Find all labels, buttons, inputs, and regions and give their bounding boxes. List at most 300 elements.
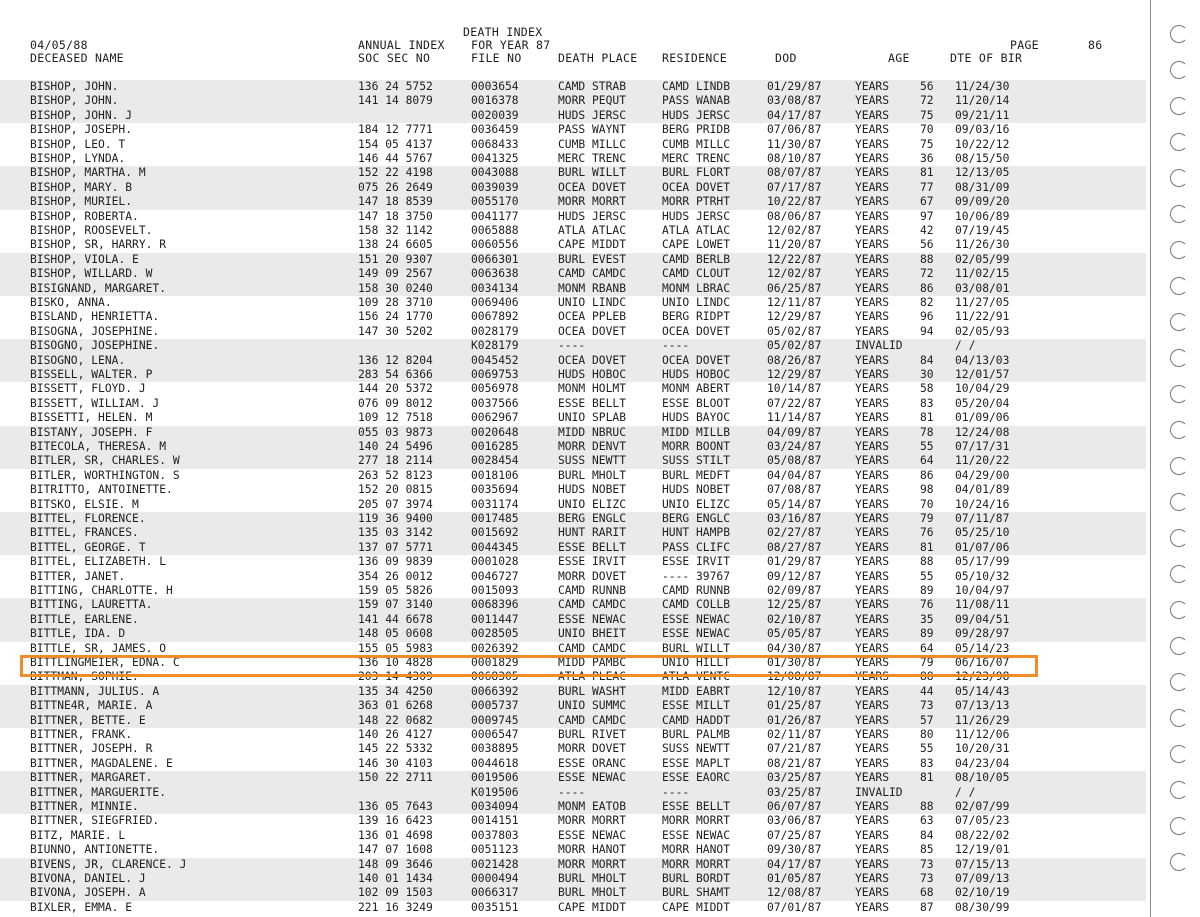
- cell-age: 57: [920, 713, 934, 727]
- cell-age: 83: [920, 396, 934, 410]
- cell-dod: 03/24/87: [767, 440, 822, 453]
- cell-dob: 09/04/51: [955, 612, 1010, 626]
- cell-age: 58: [920, 382, 934, 396]
- col-header-file: FILE NO: [471, 51, 522, 65]
- cell-dob: 03/08/01: [955, 281, 1010, 295]
- cell-name: BISKO, ANNA.: [30, 296, 112, 309]
- cell-dod: 12/29/87: [767, 310, 822, 324]
- cell-ssn: 136 10 4828: [358, 656, 433, 669]
- cell-res: HUDS JERSC: [662, 209, 731, 223]
- cell-dod: 10/14/87: [767, 382, 822, 396]
- cell-dp: UNIO SPLAB: [558, 411, 627, 425]
- cell-yr: YEARS: [855, 886, 890, 900]
- cell-dob: 05/10/32: [955, 569, 1010, 583]
- table-row: [0, 642, 1146, 656]
- punch-hole-icon: [1170, 781, 1188, 799]
- cell-dob: 07/19/45: [955, 224, 1010, 237]
- table-row: [0, 757, 1146, 771]
- cell-yr: YEARS: [855, 252, 890, 266]
- cell-yr: YEARS: [855, 123, 890, 137]
- cell-dod: 12/29/87: [767, 368, 822, 381]
- col-header-age: AGE: [888, 51, 910, 65]
- cell-ssn: 109 28 3710: [358, 296, 433, 309]
- cell-age: 56: [920, 80, 934, 93]
- cell-res: BERG ENGLC: [662, 512, 731, 525]
- cell-yr: YEARS: [855, 713, 890, 727]
- cell-age: 89: [920, 627, 934, 641]
- cell-name: BITTER, JANET.: [30, 569, 126, 583]
- cell-ssn: 151 20 9307: [358, 252, 433, 266]
- cell-file: 0015093: [471, 584, 519, 597]
- cell-dod: 12/11/87: [767, 296, 822, 309]
- cell-dob: 11/26/29: [955, 713, 1010, 727]
- cell-name: BITECOLA, THERESA. M: [30, 440, 167, 453]
- cell-yr: YEARS: [855, 368, 890, 381]
- cell-dp: BURL MHOLT: [558, 468, 627, 482]
- cell-ssn: 138 24 6605: [358, 238, 433, 252]
- table-row: [0, 901, 1146, 915]
- cell-dod: 04/30/87: [767, 641, 822, 655]
- table-row: [0, 613, 1146, 627]
- punch-hole-icon: [1170, 421, 1188, 439]
- cell-ssn: 203 14 4309: [358, 670, 433, 684]
- cell-dp: ESSE BELLT: [558, 540, 627, 554]
- cell-res: ---- 39767: [662, 569, 731, 583]
- cell-yr: YEARS: [855, 296, 890, 309]
- cell-age: 30: [920, 368, 934, 381]
- cell-dod: 04/09/87: [767, 425, 822, 439]
- cell-yr: YEARS: [855, 324, 890, 338]
- cell-dp: ATLA PLEAC: [558, 670, 627, 684]
- cell-file: 0035151: [471, 900, 519, 914]
- cell-dp: ESSE NEWAC: [558, 828, 627, 842]
- cell-file: 0068433: [471, 137, 519, 151]
- cell-dp: MORR DOVET: [558, 742, 627, 756]
- table-row: [0, 368, 1146, 382]
- cell-dob: 05/25/10: [955, 526, 1010, 540]
- cell-ssn: 144 20 5372: [358, 382, 433, 396]
- cell-res: ESSE NEWAC: [662, 612, 731, 626]
- cell-dod: 07/01/87: [767, 900, 822, 914]
- cell-yr: YEARS: [855, 555, 890, 569]
- cell-dp: CAMD CAMDC: [558, 267, 627, 281]
- cell-age: 81: [920, 540, 934, 554]
- cell-yr: YEARS: [855, 540, 890, 554]
- cell-dod: 03/06/87: [767, 814, 822, 828]
- punch-hole-icon: [1170, 637, 1188, 655]
- table-row: [0, 872, 1146, 886]
- cell-dp: CAPE MIDDT: [558, 900, 627, 914]
- cell-dp: ESSE ORANC: [558, 756, 627, 770]
- cell-dod: 03/08/87: [767, 94, 822, 108]
- cell-dob: 11/20/14: [955, 94, 1010, 108]
- cell-name: BISOGNO, LENA.: [30, 353, 126, 367]
- cell-dob: 09/28/97: [955, 627, 1010, 641]
- cell-res: BURL FLORT: [662, 166, 731, 180]
- cell-file: 0066392: [471, 684, 519, 698]
- cell-file: 0056978: [471, 382, 519, 396]
- cell-name: BITLER, WORTHINGTON. S: [30, 468, 180, 482]
- cell-dod: 07/21/87: [767, 742, 822, 756]
- cell-name: BITTEL, GEORGE. T: [30, 540, 146, 554]
- cell-dob: 04/01/89: [955, 483, 1010, 497]
- cell-name: BIVONA, JOSEPH. A: [30, 886, 146, 900]
- cell-ssn: 147 18 8539: [358, 195, 433, 209]
- cell-dod: 01/25/87: [767, 699, 822, 713]
- cell-name: BITTNER, BETTE. E: [30, 713, 146, 727]
- cell-res: OCEA DOVET: [662, 353, 731, 367]
- cell-res: MIDD MILLB: [662, 425, 731, 439]
- cell-dob: 08/15/50: [955, 152, 1010, 165]
- cell-age: 79: [920, 656, 934, 669]
- cell-dp: BURL WASHT: [558, 684, 627, 698]
- cell-file: 0046727: [471, 569, 519, 583]
- cell-name: BIVENS, JR, CLARENCE. J: [30, 857, 187, 871]
- cell-yr: YEARS: [855, 771, 890, 785]
- cell-file: 0006547: [471, 728, 519, 741]
- cell-dod: 07/06/87: [767, 123, 822, 137]
- table-row: [0, 310, 1146, 324]
- cell-age: 36: [920, 152, 934, 165]
- cell-dp: PASS WAYNT: [558, 123, 627, 137]
- cell-file: 0062967: [471, 411, 519, 425]
- cell-age: 84: [920, 828, 934, 842]
- cell-file: 0035694: [471, 483, 519, 497]
- cell-res: CAPE MIDDT: [662, 900, 731, 914]
- cell-yr: YEARS: [855, 382, 890, 396]
- cell-dob: 04/13/03: [955, 353, 1010, 367]
- table-row: [0, 296, 1146, 310]
- cell-dob: 02/07/99: [955, 800, 1010, 813]
- cell-dp: SUSS NEWTT: [558, 454, 627, 468]
- cell-name: BITTMANN, JULIUS. A: [30, 684, 160, 698]
- cell-ssn: 148 09 3646: [358, 857, 433, 871]
- table-row: [0, 339, 1146, 353]
- cell-dob: 10/24/16: [955, 497, 1010, 511]
- cell-file: 0051123: [471, 843, 519, 857]
- cell-dp: HUDS JERSC: [558, 108, 627, 122]
- cell-dod: 01/29/87: [767, 80, 822, 93]
- punch-hole-icon: [1170, 25, 1188, 43]
- cell-res: BURL WILLT: [662, 641, 731, 655]
- cell-dob: 02/05/93: [955, 324, 1010, 338]
- cell-dob: 11/27/05: [955, 296, 1010, 309]
- cell-res: MERC TRENC: [662, 152, 731, 165]
- cell-yr: YEARS: [855, 440, 890, 453]
- cell-dob: 12/23/98: [955, 670, 1010, 684]
- cell-ssn: 145 22 5332: [358, 742, 433, 756]
- cell-ssn: 147 07 1608: [358, 843, 433, 857]
- cell-dp: UNIO SUMMC: [558, 699, 627, 713]
- cell-ssn: 354 26 0012: [358, 569, 433, 583]
- cell-age: 70: [920, 123, 934, 137]
- cell-age: 88: [920, 555, 934, 569]
- table-row: [0, 123, 1146, 137]
- cell-age: 82: [920, 296, 934, 309]
- cell-dod: 07/08/87: [767, 483, 822, 497]
- cell-yr: YEARS: [855, 612, 890, 626]
- cell-yr: YEARS: [855, 684, 890, 698]
- cell-res: ESSE MILLT: [662, 699, 731, 713]
- cell-file: 0044345: [471, 540, 519, 554]
- cell-name: BITTNER, SIEGFRIED.: [30, 814, 160, 828]
- cell-file: 0001028: [471, 555, 519, 569]
- cell-age: 44: [920, 684, 934, 698]
- cell-ssn: 136 24 5752: [358, 80, 433, 93]
- cell-dob: 02/10/19: [955, 886, 1010, 900]
- print-date: 04/05/88: [30, 38, 88, 52]
- cell-yr: YEARS: [855, 872, 890, 885]
- cell-res: BERG PRIDB: [662, 123, 731, 137]
- cell-res: HUDS JERSC: [662, 108, 731, 122]
- cell-yr: YEARS: [855, 900, 890, 914]
- cell-dob: 08/30/99: [955, 900, 1010, 914]
- cell-res: OCEA DOVET: [662, 324, 731, 338]
- cell-file: 0015692: [471, 526, 519, 540]
- cell-name: BITTLE, IDA. D: [30, 627, 126, 641]
- cell-name: BISIGNAND, MARGARET.: [30, 281, 167, 295]
- cell-dod: 02/11/87: [767, 728, 822, 741]
- table-row: [0, 526, 1146, 540]
- cell-res: MORR BOONT: [662, 440, 731, 453]
- table-row: [0, 267, 1146, 281]
- cell-ssn: 136 01 4698: [358, 828, 433, 842]
- cell-dp: MORR MORRT: [558, 857, 627, 871]
- cell-yr: YEARS: [855, 152, 890, 165]
- table-row: [0, 152, 1146, 166]
- cell-res: ATLA VENTC: [662, 670, 731, 684]
- cell-age: 42: [920, 224, 934, 237]
- cell-dob: 08/31/09: [955, 180, 1010, 194]
- cell-res: CAMD RUNNB: [662, 584, 731, 597]
- table-row: [0, 584, 1146, 598]
- cell-res: MONM LBRAC: [662, 281, 731, 295]
- cell-ssn: 135 03 3142: [358, 526, 433, 540]
- cell-file: 0026392: [471, 641, 519, 655]
- cell-name: BISSETT, WILLIAM. J: [30, 396, 160, 410]
- table-row: [0, 354, 1146, 368]
- cell-res: BURL PALMB: [662, 728, 731, 741]
- cell-res: MORR PTRHT: [662, 195, 731, 209]
- cell-dob: 07/13/13: [955, 699, 1010, 713]
- cell-age: 80: [920, 728, 934, 741]
- cell-name: BITRITTO, ANTOINETTE.: [30, 483, 173, 497]
- cell-yr: YEARS: [855, 814, 890, 828]
- cell-res: ESSE NEWAC: [662, 828, 731, 842]
- cell-yr: INVALID: [855, 785, 903, 799]
- cell-ssn: 102 09 1503: [358, 886, 433, 900]
- cell-ssn: 055 03 9873: [358, 425, 433, 439]
- cell-res: ----: [662, 339, 690, 353]
- table-row: [0, 814, 1146, 828]
- table-row: [0, 166, 1146, 180]
- cell-dob: 10/04/97: [955, 584, 1010, 597]
- cell-file: 0055170: [471, 195, 519, 209]
- punch-hole-icon: [1170, 745, 1188, 763]
- cell-res: ESSE EAORC: [662, 771, 731, 785]
- cell-dob: 07/09/13: [955, 872, 1010, 885]
- cell-res: MORR HANOT: [662, 843, 731, 857]
- punch-hole-icon: [1170, 529, 1188, 547]
- cell-res: ESSE BLOOT: [662, 396, 731, 410]
- cell-ssn: 158 30 0240: [358, 281, 433, 295]
- table-row: [0, 498, 1146, 512]
- cell-ssn: 148 22 0682: [358, 713, 433, 727]
- cell-dp: ESSE NEWAC: [558, 612, 627, 626]
- cell-dod: 05/08/87: [767, 454, 822, 468]
- cell-dob: 05/17/99: [955, 555, 1010, 569]
- cell-age: 96: [920, 310, 934, 324]
- cell-name: BITTEL, ELIZABETH. L: [30, 555, 167, 569]
- cell-ssn: 221 16 3249: [358, 900, 433, 914]
- table-row: [0, 382, 1146, 396]
- cell-yr: YEARS: [855, 584, 890, 597]
- cell-file: 0019506: [471, 771, 519, 785]
- cell-ssn: 159 07 3140: [358, 598, 433, 612]
- cell-age: 86: [920, 281, 934, 295]
- cell-dob: 01/09/06: [955, 411, 1010, 425]
- cell-dp: UNIO ELIZC: [558, 497, 627, 511]
- cell-dob: 12/19/01: [955, 843, 1010, 857]
- cell-dod: 01/26/87: [767, 713, 822, 727]
- cell-ssn: 155 05 5983: [358, 641, 433, 655]
- cell-age: 55: [920, 569, 934, 583]
- cell-file: K028179: [471, 339, 519, 353]
- cell-name: BITTMAN, SOPHIE.: [30, 670, 139, 684]
- cell-dp: MORR MORRT: [558, 195, 627, 209]
- cell-age: 89: [920, 584, 934, 597]
- annual-index-label: ANNUAL INDEX: [358, 38, 445, 52]
- table-row: [0, 843, 1146, 857]
- cell-res: ----: [662, 785, 690, 799]
- cell-age: 88: [920, 800, 934, 813]
- cell-yr: YEARS: [855, 166, 890, 180]
- cell-yr: YEARS: [855, 224, 890, 237]
- cell-dod: 05/14/87: [767, 497, 822, 511]
- cell-yr: YEARS: [855, 137, 890, 151]
- cell-file: 0043088: [471, 166, 519, 180]
- cell-ssn: 277 18 2114: [358, 454, 433, 468]
- cell-ssn: 283 54 6366: [358, 368, 433, 381]
- cell-res: ATLA ATLAC: [662, 224, 731, 237]
- cell-res: MORR MORRT: [662, 814, 731, 828]
- cell-ssn: 152 20 0815: [358, 483, 433, 497]
- cell-age: 76: [920, 526, 934, 540]
- cell-dob: 07/17/31: [955, 440, 1010, 453]
- col-header-ssn: SOC SEC NO: [358, 51, 431, 65]
- cell-age: 75: [920, 137, 934, 151]
- cell-file: 0036459: [471, 123, 519, 137]
- cell-file: 0037803: [471, 828, 519, 842]
- cell-age: 64: [920, 641, 934, 655]
- cell-yr: YEARS: [855, 195, 890, 209]
- punch-hole-icon: [1170, 277, 1188, 295]
- year-label: FOR YEAR 87: [471, 38, 551, 52]
- cell-dp: OCEA PPLEB: [558, 310, 627, 324]
- cell-name: BISSETTI, HELEN. M: [30, 411, 153, 425]
- cell-name: BIUNNO, ANTIONETTE.: [30, 843, 160, 857]
- cell-dp: UNIO BHEIT: [558, 627, 627, 641]
- cell-dp: CAPE MIDDT: [558, 238, 627, 252]
- cell-dob: 11/22/91: [955, 310, 1010, 324]
- cell-name: BITSKO, ELSIE. M: [30, 497, 139, 511]
- cell-file: 0041325: [471, 152, 519, 165]
- cell-name: BIXLER, EMMA. E: [30, 900, 133, 914]
- cell-dob: / /: [955, 339, 976, 353]
- table-row: [0, 541, 1146, 555]
- cell-yr: YEARS: [855, 267, 890, 281]
- punch-hole-icon: [1170, 601, 1188, 619]
- cell-yr: YEARS: [855, 353, 890, 367]
- cell-res: CAPE LOWET: [662, 238, 731, 252]
- cell-dod: 08/27/87: [767, 540, 822, 554]
- cell-name: BITTNER, MINNIE.: [30, 800, 139, 813]
- cell-file: 0060556: [471, 238, 519, 252]
- cell-yr: YEARS: [855, 569, 890, 583]
- cell-dp: MIDD NBRUC: [558, 425, 627, 439]
- cell-file: 0028505: [471, 627, 519, 641]
- cell-age: 55: [920, 440, 934, 453]
- cell-dod: 08/21/87: [767, 756, 822, 770]
- cell-age: 81: [920, 166, 934, 180]
- cell-ssn: 136 05 7643: [358, 800, 433, 813]
- cell-dp: OCEA DOVET: [558, 353, 627, 367]
- cell-res: ESSE IRVIT: [662, 555, 731, 569]
- punch-hole-icon: [1170, 169, 1188, 187]
- cell-dod: 08/26/87: [767, 353, 822, 367]
- cell-age: 78: [920, 425, 934, 439]
- cell-yr: YEARS: [855, 281, 890, 295]
- cell-dob: 07/05/23: [955, 814, 1010, 828]
- cell-res: ESSE MAPLT: [662, 756, 731, 770]
- cell-dob: 12/24/08: [955, 425, 1010, 439]
- cell-name: BISHOP, VIOLA. E: [30, 252, 139, 266]
- table-row: [0, 224, 1146, 238]
- cell-name: BISHOP, WILLARD. W: [30, 267, 153, 281]
- cell-dp: HUDS HOBOC: [558, 368, 627, 381]
- cell-file: 0067892: [471, 310, 519, 324]
- punch-hole-icon: [1170, 97, 1188, 115]
- cell-dp: BURL WILLT: [558, 166, 627, 180]
- punch-hole-icon: [1170, 709, 1188, 727]
- cell-age: 56: [920, 238, 934, 252]
- cell-dob: 04/23/04: [955, 756, 1010, 770]
- cell-res: BURL SHAMT: [662, 886, 731, 900]
- cell-age: 76: [920, 598, 934, 612]
- table-row: [0, 728, 1146, 742]
- table-row: [0, 397, 1146, 411]
- cell-file: 0020039: [471, 108, 519, 122]
- table-row: [0, 512, 1146, 526]
- cell-dod: 02/10/87: [767, 612, 822, 626]
- table-row: [0, 210, 1146, 224]
- punch-hole-icon: [1170, 853, 1188, 871]
- cell-ssn: 152 22 4198: [358, 166, 433, 180]
- cell-dob: / /: [955, 785, 976, 799]
- cell-dob: 11/20/22: [955, 454, 1010, 468]
- punch-hole-icon: [1170, 133, 1188, 151]
- cell-ssn: 146 44 5767: [358, 152, 433, 165]
- punch-hole-icon: [1170, 493, 1188, 511]
- col-header-dob: DTE OF BIR: [950, 51, 1023, 65]
- cell-dp: BERG ENGLC: [558, 512, 627, 525]
- cell-yr: YEARS: [855, 656, 890, 669]
- cell-age: 85: [920, 843, 934, 857]
- cell-dod: 01/05/87: [767, 872, 822, 885]
- cell-name: BISHOP, JOSEPH.: [30, 123, 133, 137]
- table-row: [0, 411, 1146, 425]
- cell-age: 73: [920, 699, 934, 713]
